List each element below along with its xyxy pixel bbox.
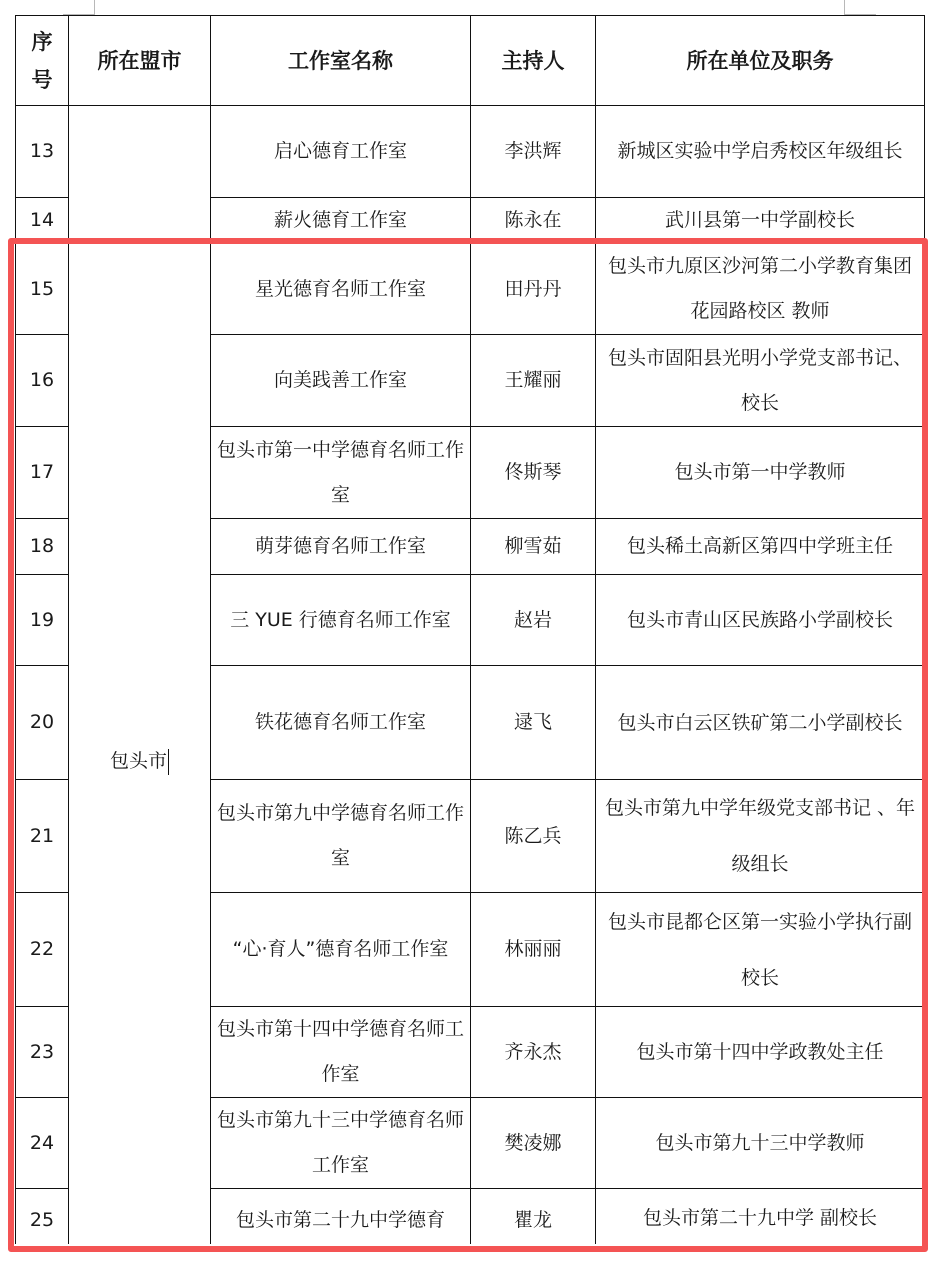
header-studio: 工作室名称	[211, 16, 471, 106]
row-index: 14	[16, 198, 69, 244]
row-host[interactable]: 瞿龙	[471, 1189, 596, 1245]
row-unit[interactable]: 包头市青山区民族路小学副校长	[596, 575, 925, 666]
row-index: 20	[16, 666, 69, 780]
row-studio[interactable]: 萌芽德育名师工作室	[211, 519, 471, 575]
table-header-row	[16, 16, 925, 106]
row-unit[interactable]: 包头市白云区铁矿第二小学副校长	[596, 666, 925, 780]
row-index: 19	[16, 575, 69, 666]
row-index: 16	[16, 335, 69, 427]
header-unit: 所在单位及职务	[596, 16, 925, 106]
row-unit[interactable]: 包头稀土高新区第四中学班主任	[596, 519, 925, 575]
row-unit[interactable]: 武川县第一中学副校长	[596, 198, 925, 244]
row-unit[interactable]: 包头市固阳县光明小学党支部书记、校长	[596, 335, 925, 427]
row-studio[interactable]: 包头市第九十三中学德育名师工作室	[211, 1098, 471, 1189]
row-index: 22	[16, 893, 69, 1007]
row-host[interactable]: 柳雪茹	[471, 519, 596, 575]
row-host[interactable]: 陈永在	[471, 198, 596, 244]
row-index: 18	[16, 519, 69, 575]
city-cell-merged[interactable]	[69, 244, 211, 1245]
row-host[interactable]: 齐永杰	[471, 1007, 596, 1098]
row-unit[interactable]: 包头市昆都仑区第一实验小学执行副校长	[596, 893, 925, 1007]
row-index: 21	[16, 780, 69, 893]
row-host[interactable]: 佟斯琴	[471, 427, 596, 519]
row-index: 24	[16, 1098, 69, 1189]
row-studio[interactable]: 薪火德育工作室	[211, 198, 471, 244]
row-studio[interactable]: 包头市第一中学德育名师工作室	[211, 427, 471, 519]
row-unit[interactable]: 包头市第一中学教师	[596, 427, 925, 519]
studio-table	[15, 15, 925, 1244]
row-studio[interactable]: 包头市第九中学德育名师工作室	[211, 780, 471, 893]
row-studio[interactable]: 铁花德育名师工作室	[211, 666, 471, 780]
row-host[interactable]: 李洪辉	[471, 106, 596, 198]
row-host[interactable]: 樊凌娜	[471, 1098, 596, 1189]
row-host[interactable]: 林丽丽	[471, 893, 596, 1007]
row-unit[interactable]: 包头市九原区沙河第二小学教育集团花园路校区 教师	[596, 244, 925, 335]
row-host[interactable]: 陈乙兵	[471, 780, 596, 893]
city-label: 包头市	[109, 750, 167, 772]
row-studio[interactable]: 向美践善工作室	[211, 335, 471, 427]
row-studio[interactable]: 包头市第十四中学德育名师工作室	[211, 1007, 471, 1098]
header-city: 所在盟市	[69, 16, 211, 106]
row-index: 15	[16, 244, 69, 335]
row-host[interactable]: 逯飞	[471, 666, 596, 780]
row-unit[interactable]: 新城区实验中学启秀校区年级组长	[596, 106, 925, 198]
row-unit[interactable]: 包头市第九十三中学教师	[596, 1098, 925, 1189]
row-studio[interactable]: 包头市第二十九中学德育	[211, 1189, 471, 1245]
row-unit[interactable]: 包头市第九中学年级党支部书记 、年级组长	[596, 780, 925, 893]
row-studio[interactable]: 三 YUE 行德育名师工作室	[211, 575, 471, 666]
row-index: 25	[16, 1189, 69, 1245]
table-row[interactable]	[16, 244, 925, 335]
row-studio[interactable]: 星光德育名师工作室	[211, 244, 471, 335]
table-row[interactable]	[16, 106, 925, 198]
header-host: 主持人	[471, 16, 596, 106]
row-index: 23	[16, 1007, 69, 1098]
row-host[interactable]: 赵岩	[471, 575, 596, 666]
row-host[interactable]: 田丹丹	[471, 244, 596, 335]
row-index: 17	[16, 427, 69, 519]
row-host[interactable]: 王耀丽	[471, 335, 596, 427]
city-cell-empty[interactable]	[69, 106, 211, 244]
row-unit[interactable]: 包头市第十四中学政教处主任	[596, 1007, 925, 1098]
row-studio[interactable]: 启心德育工作室	[211, 106, 471, 198]
header-index: 序号	[16, 16, 69, 106]
row-studio[interactable]: “心·育人”德育名师工作室	[211, 893, 471, 1007]
row-index: 13	[16, 106, 69, 198]
row-unit[interactable]: 包头市第二十九中学 副校长	[596, 1189, 925, 1245]
text-cursor	[168, 749, 169, 775]
